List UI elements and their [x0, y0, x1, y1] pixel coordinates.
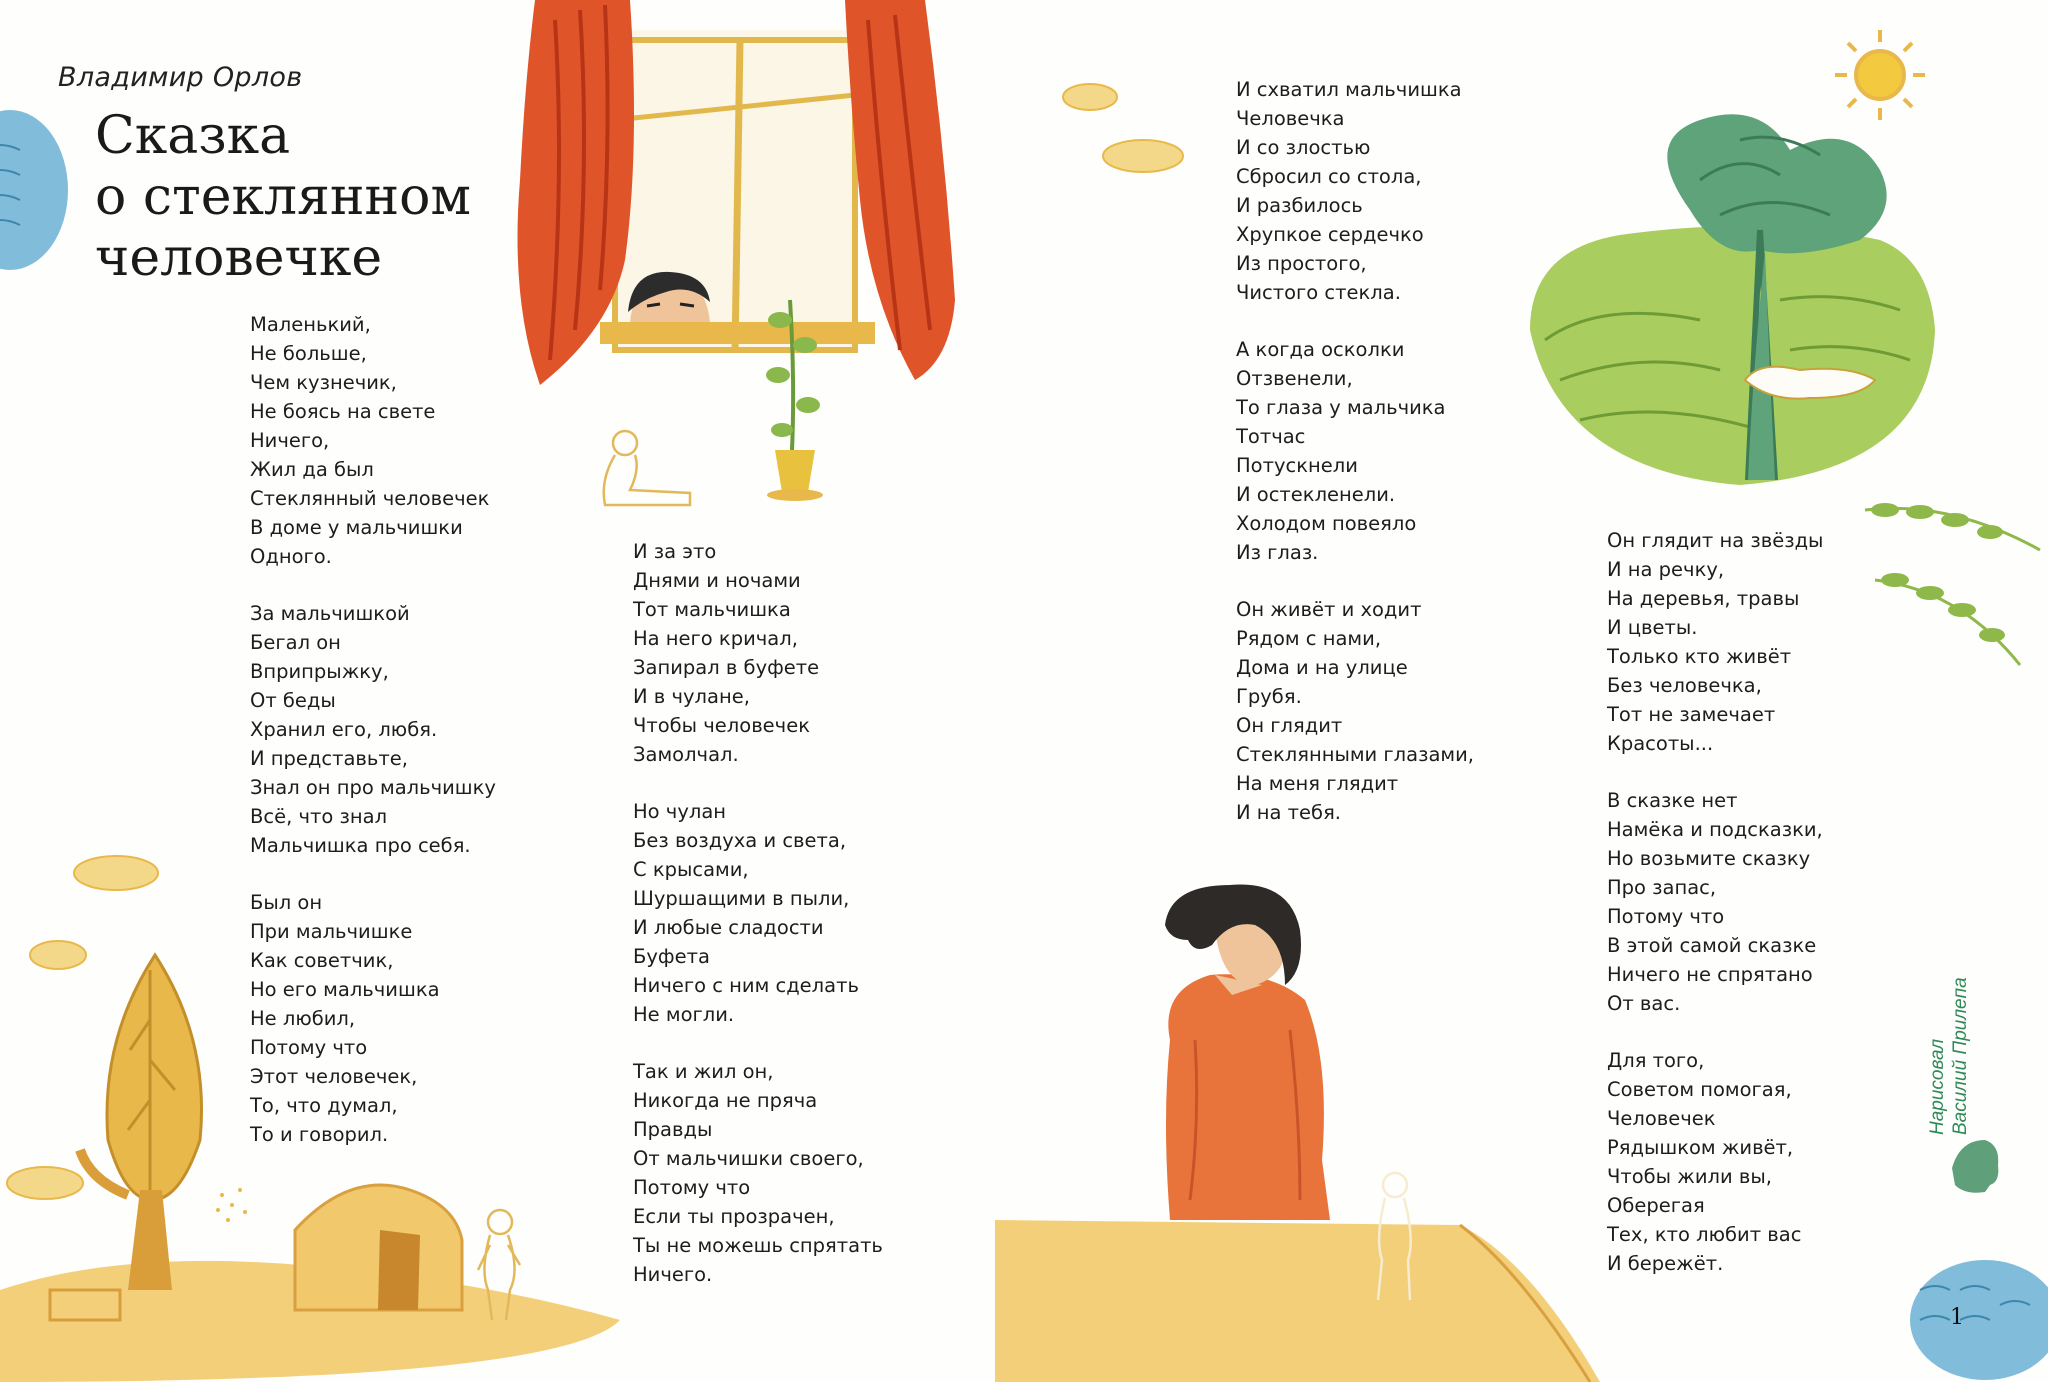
poem-line: И на речку,	[1607, 558, 1725, 581]
poem-line: Знал он про мальчишку	[250, 776, 496, 799]
poem-line: И со злостью	[1236, 136, 1371, 159]
poem-line: От вас.	[1607, 992, 1681, 1015]
poem-line: Ничего.	[633, 1263, 713, 1286]
poem-line: Из простого,	[1236, 252, 1367, 275]
stanza	[250, 599, 496, 860]
poem-line: Не могли.	[633, 1003, 735, 1026]
poem-line: Грубя.	[1236, 685, 1302, 708]
poem-line: И в чулане,	[633, 685, 750, 708]
poem-line: То и говорил.	[250, 1123, 389, 1146]
poem-line: Ничего,	[250, 429, 330, 452]
poem-line: Ничего не спрятано	[1607, 963, 1813, 986]
poem-line: Отзвенели,	[1236, 367, 1353, 390]
poem-line: Мальчишка про себя.	[250, 834, 471, 857]
poem-line: Потускнели	[1236, 454, 1358, 477]
poem-line: Ничего с ним сделать	[633, 974, 859, 997]
illustrator-credit	[1926, 977, 1972, 1135]
poem-line: Он глядит на звёзды	[1607, 529, 1824, 552]
stanza	[1607, 1046, 1823, 1278]
poem-line: В этой самой сказке	[1607, 934, 1817, 957]
poem-line: Маленький,	[250, 313, 371, 336]
poem-line: Рядышком живёт,	[1607, 1136, 1794, 1159]
poem-line: На него кричал,	[633, 627, 798, 650]
poem-line: Про запас,	[1607, 876, 1717, 899]
poem-line: И за это	[633, 540, 717, 563]
poem-line: Он глядит	[1236, 714, 1343, 737]
poem-line: То глаза у мальчика	[1236, 396, 1446, 419]
poem-line: На меня глядит	[1236, 772, 1399, 795]
poem-line: Дома и на улице	[1236, 656, 1408, 679]
poem-line: И любые сладости	[633, 916, 824, 939]
poem-line: От беды	[250, 689, 336, 712]
poem-column-4	[1607, 526, 1823, 1306]
poem-line: На деревья, травы	[1607, 587, 1800, 610]
poem-line: Чтобы человечек	[633, 714, 810, 737]
poem-line: И представьте,	[250, 747, 408, 770]
poem-line: Днями и ночами	[633, 569, 801, 592]
poem-line: Оберегая	[1607, 1194, 1705, 1217]
poem-line: Советом помогая,	[1607, 1078, 1792, 1101]
poem-line: Потому что	[1607, 905, 1725, 928]
stanza	[1236, 75, 1474, 307]
stanza	[1607, 526, 1823, 758]
poem-line: Всё, что знал	[250, 805, 388, 828]
stanza	[633, 537, 883, 769]
poem-line: Чем кузнечик,	[250, 371, 397, 394]
stanza	[633, 797, 883, 1029]
poem-line: Ты не можешь спрятать	[633, 1234, 883, 1257]
poem-line: Тотчас	[1236, 425, 1306, 448]
poem-title	[95, 106, 525, 289]
poem-line: Из глаз.	[1236, 541, 1319, 564]
poem-line: Холодом повеяло	[1236, 512, 1417, 535]
poem-line: Сбросил со стола,	[1236, 165, 1422, 188]
poem-line: Запирал в буфете	[633, 656, 820, 679]
poem-line: Буфета	[633, 945, 710, 968]
poem-line: Красоты...	[1607, 732, 1714, 755]
poem-line: Был он	[250, 891, 323, 914]
poem-line: И остекленели.	[1236, 483, 1396, 506]
poem-column-3	[1236, 75, 1474, 855]
stanza	[633, 1057, 883, 1289]
right-page	[1010, 0, 2048, 1382]
poem-line: Стеклянный человечек	[250, 487, 490, 510]
credit-line: Василий Прилепа	[1950, 977, 1971, 1135]
poem-line: Не больше,	[250, 342, 367, 365]
poem-line: С крысами,	[633, 858, 749, 881]
poem-line: Жил да был	[250, 458, 374, 481]
poem-line: Шуршащими в пыли,	[633, 887, 850, 910]
poem-line: Чистого стекла.	[1236, 281, 1401, 304]
poem-line: Стеклянными глазами,	[1236, 743, 1474, 766]
poem-line: Не боясь на свете	[250, 400, 436, 423]
poem-line: Он живёт и ходит	[1236, 598, 1422, 621]
poem-line: За мальчишкой	[250, 602, 410, 625]
poem-line: Если ты прозрачен,	[633, 1205, 835, 1228]
poem-line: Тот не замечает	[1607, 703, 1776, 726]
poem-line: Для того,	[1607, 1049, 1705, 1072]
poem-line: Вприпрыжку,	[250, 660, 389, 683]
poem-line: И цветы.	[1607, 616, 1698, 639]
page-number: 1	[1950, 1305, 1964, 1330]
poem-line: В доме у мальчишки	[250, 516, 463, 539]
credit-line: Нарисовал	[1927, 1038, 1948, 1135]
title-line: о стеклянном	[95, 167, 471, 227]
poem-line: В сказке нет	[1607, 789, 1738, 812]
poem-line: Никогда не пряча	[633, 1089, 818, 1112]
poem-line: Потому что	[250, 1036, 368, 1059]
poem-line: И схватил мальчишка	[1236, 78, 1462, 101]
poem-line: То, что думал,	[250, 1094, 398, 1117]
poem-line: От мальчишки своего,	[633, 1147, 864, 1170]
poem-line: Тот мальчишка	[633, 598, 791, 621]
poem-line: Хрупкое сердечко	[1236, 223, 1424, 246]
poem-line: И бережёт.	[1607, 1252, 1724, 1275]
poem-line: Не любил,	[250, 1007, 356, 1030]
poem-line: Рядом с нами,	[1236, 627, 1382, 650]
stanza	[1236, 595, 1474, 827]
poem-line: Без воздуха и света,	[633, 829, 847, 852]
poem-line: Но возьмите сказку	[1607, 847, 1811, 870]
stanza	[250, 310, 496, 571]
poem-line: Но его мальчишка	[250, 978, 440, 1001]
poem-line: Но чулан	[633, 800, 727, 823]
title-line: человечке	[95, 228, 383, 288]
poem-line: Человечек	[1607, 1107, 1716, 1130]
author-name: Владимир Орлов	[58, 62, 303, 93]
stanza	[250, 888, 496, 1149]
stanza	[1236, 335, 1474, 567]
poem-line: Человечка	[1236, 107, 1345, 130]
poem-line: Бегал он	[250, 631, 341, 654]
poem-line: И разбилось	[1236, 194, 1363, 217]
poem-line: Чтобы жили вы,	[1607, 1165, 1772, 1188]
poem-line: А когда осколки	[1236, 338, 1405, 361]
poem-line: При мальчишке	[250, 920, 413, 943]
poem-column-1	[250, 310, 496, 1177]
poem-line: И на тебя.	[1236, 801, 1341, 824]
poem-line: Так и жил он,	[633, 1060, 774, 1083]
poem-line: Этот человечек,	[250, 1065, 418, 1088]
poem-line: Намёка и подсказки,	[1607, 818, 1823, 841]
poem-line: Одного.	[250, 545, 332, 568]
poem-line: Потому что	[633, 1176, 751, 1199]
poem-line: Только кто живёт	[1607, 645, 1792, 668]
poem-line: Замолчал.	[633, 743, 739, 766]
poem-column-2	[633, 537, 883, 1317]
poem-line: Без человечка,	[1607, 674, 1762, 697]
poem-line: Тех, кто любит вас	[1607, 1223, 1802, 1246]
poem-line: Как советчик,	[250, 949, 394, 972]
poem-line: Правды	[633, 1118, 713, 1141]
stanza	[1607, 786, 1823, 1018]
poem-line: Хранил его, любя.	[250, 718, 438, 741]
title-line: Сказка	[95, 106, 291, 166]
